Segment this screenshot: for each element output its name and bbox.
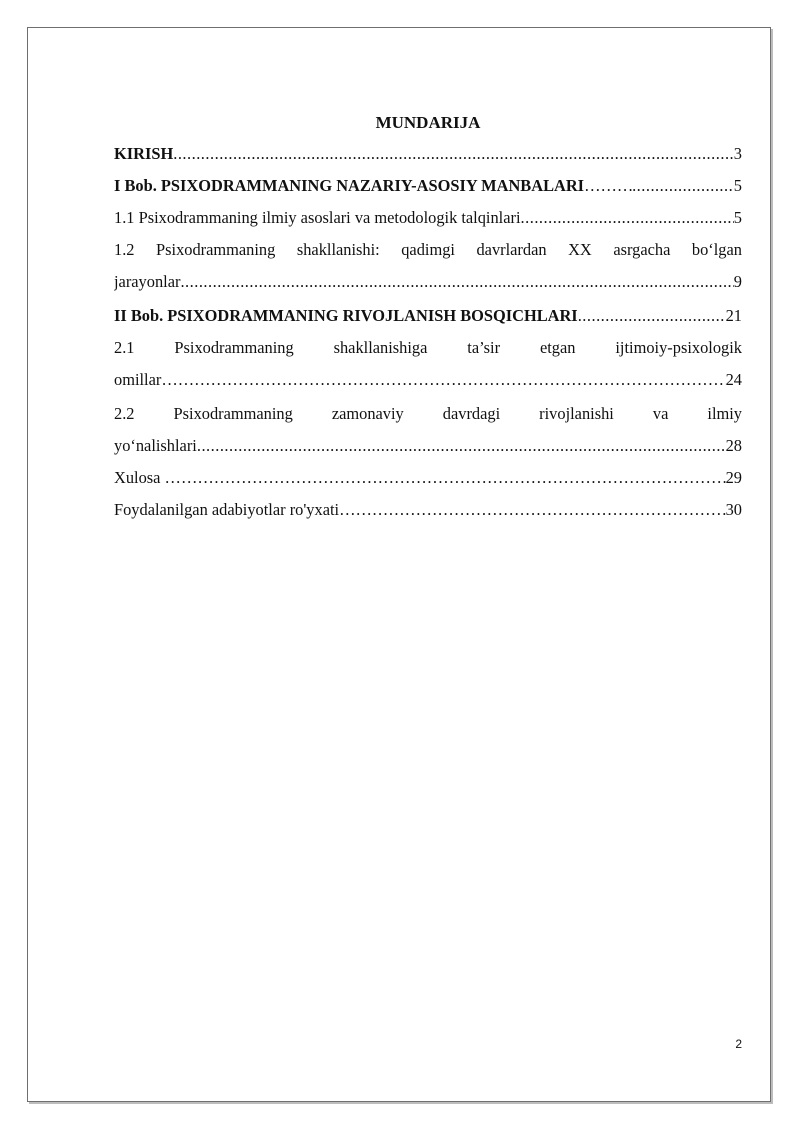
toc-entry-label: Xulosa <box>114 468 165 487</box>
toc-entry-label: Foydalanilgan adabiyotlar ro'yxati <box>114 500 340 519</box>
toc-entry-chapter-1[interactable] <box>114 174 742 198</box>
toc-word: 1.2 <box>114 240 135 259</box>
toc-word: 2.2 <box>114 404 135 423</box>
toc-page-number: 28 <box>725 436 742 455</box>
toc-word: qadimgi <box>401 240 455 259</box>
dot-leader <box>161 368 725 392</box>
toc-entry-label: II Bob. PSIXODRAMMANING RIVOJLANISH BOSQICHLARI <box>114 306 578 325</box>
toc-word: rivojlanishi <box>539 404 614 423</box>
toc-entry-bibliography[interactable] <box>114 498 742 522</box>
toc-page-number: 3 <box>733 144 742 163</box>
toc-entry-label: yo‘nalishlari <box>114 436 197 455</box>
toc-word: shakllanishi: <box>296 240 380 259</box>
dot-leader <box>632 174 734 198</box>
toc-entry-section-1-2[interactable] <box>114 238 742 262</box>
toc-page-number: 30 <box>725 500 742 519</box>
toc-entry-section-2-1[interactable] <box>114 336 742 360</box>
toc-word: Psixodrammaning <box>156 240 276 259</box>
toc-entry-section-1-1[interactable] <box>114 206 742 230</box>
dot-leader <box>339 498 726 522</box>
toc-word: ilmiy <box>707 404 742 423</box>
toc-entry-label: KIRISH <box>114 144 174 163</box>
dot-leader <box>578 304 726 328</box>
toc-page-number: 21 <box>725 306 742 325</box>
toc-page-number: 24 <box>725 370 742 389</box>
toc-entry-section-1-2-cont[interactable] <box>114 270 742 294</box>
toc-entry-kirish[interactable] <box>114 142 742 166</box>
dot-leader <box>197 434 726 458</box>
toc-entry-section-2-1-cont[interactable] <box>114 368 742 392</box>
toc-word: va <box>652 404 669 423</box>
toc-entry-chapter-2[interactable] <box>114 304 742 328</box>
dot-leader <box>165 466 726 490</box>
toc-entry-label: I Bob. PSIXODRAMMANING NAZARIY-ASOSIY MANBALARI <box>114 176 585 195</box>
toc-word: bo‘lgan <box>691 240 742 259</box>
toc-entry-section-2-2[interactable] <box>114 402 742 426</box>
toc-word: etgan <box>539 338 576 357</box>
dot-leader <box>173 142 734 166</box>
toc-page-number: 29 <box>725 468 742 487</box>
dot-leader <box>180 270 733 294</box>
toc-entry-label: omillar <box>114 370 162 389</box>
toc-word: 2.1 <box>114 338 135 357</box>
toc-title: MUNDARIJA <box>375 113 481 132</box>
toc-word: davrdagi <box>442 404 501 423</box>
toc-entry-xulosa[interactable] <box>114 466 742 490</box>
toc-word: Psixodrammaning <box>174 338 294 357</box>
toc-page-number: 5 <box>733 208 742 227</box>
toc-word: XX <box>568 240 592 259</box>
dot-leader <box>521 206 734 230</box>
toc-page-number: 9 <box>733 272 742 291</box>
toc-word: shakllanishiga <box>333 338 428 357</box>
toc-word: ijtimoiy-psixologik <box>615 338 742 357</box>
toc-page-number: 5 <box>733 176 742 195</box>
toc-word: asrgacha <box>613 240 671 259</box>
toc-word: ta’sir <box>467 338 501 357</box>
toc-word: davrlardan <box>476 240 547 259</box>
toc-word: Psixodrammaning <box>173 404 293 423</box>
toc-entry-label: 1.1 Psixodrammaning ilmiy asoslari va metodologik talqinlari <box>114 208 521 227</box>
toc-entry-label: jarayonlar <box>114 272 181 291</box>
page-number: 2 <box>735 1037 742 1051</box>
toc-entry-section-2-2-cont[interactable] <box>114 434 742 458</box>
toc-word: zamonaviy <box>331 404 404 423</box>
dot-leader <box>584 174 632 198</box>
